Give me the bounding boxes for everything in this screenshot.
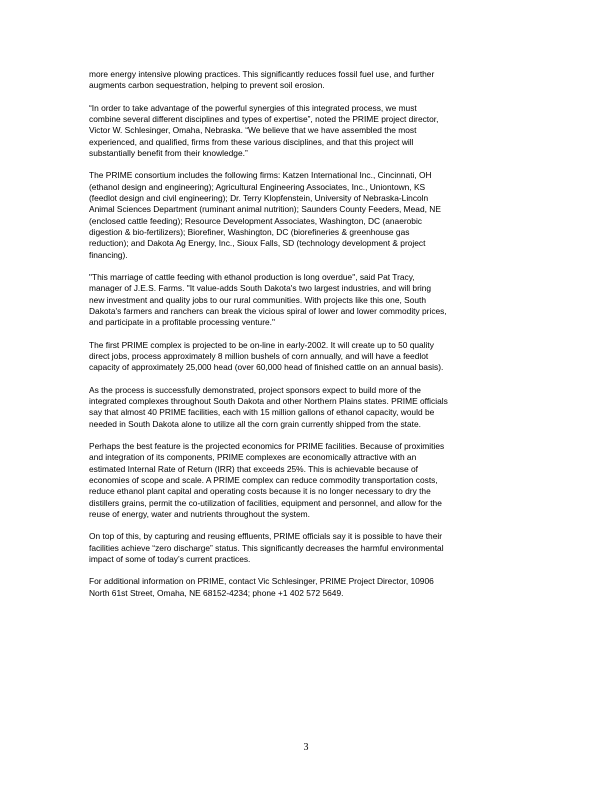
paragraph-economics: Perhaps the best feature is the projected economics for PRIME facilities. Because of proximities and integration of its components, PRIME complexes are economically attractive with an estimated Internal Rate of Return (IRR) that exceeds 25%. This is achievable because of economies of scope and scale. A PRIME complex can reduce commodity transportation costs, reduce ethanol plant capital and operating costs because it is no longer necessary to dry the distillers grains, permit the co-utilization of facilities, equipment and personnel, and allow for the reuse of energy, water and nutrients throughout the system.	[89, 441, 445, 519]
paragraph-director-quote: “In order to take advantage of the powerful synergies of this integrated process, we must combine several different disciplines and types of expertise”, noted the PRIME project director, Victor W. Schlesinger, Omaha, Nebraska. “We believe that we have assembled the most experienced, and qualified, firms from these various disciplines, and that this project will substantially benefit from their knowledge.”	[89, 102, 439, 158]
paragraph-first-complex: The first PRIME complex is projected to be on-line in early-2002. It will create up to 50 quality direct jobs, process approximately 8 million bushels of corn annually, and will have a feedlot capacity of approximately 25,000 head (over 60,000 head of finished cattle on an annual basis).	[89, 339, 444, 373]
page-number: 3	[303, 742, 309, 753]
paragraph-contact-info: For additional information on PRIME, contact Vic Schlesinger, PRIME Project Director, 10906 North 61st Street, Omaha, NE 68152-4234; phone +1 402 572 5649.	[89, 576, 434, 598]
paragraph-expansion: As the process is successfully demonstrated, project sponsors expect to build more of the integrated complexes throughout South Dakota and other Northern Plains states. PRIME officials say that almost 40 PRIME facilities, each with 15 million gallons of ethanol capacity, would be needed in South Dakota alone to utilize all the corn grain currently shipped from the state.	[89, 384, 448, 429]
paragraph-intro-continuation: more energy intensive plowing practices. This significantly reduces fossil fuel use, and further augments carbon sequestration, helping to prevent soil erosion.	[89, 69, 435, 91]
paragraph-tracy-quote: "This marriage of cattle feeding with ethanol production is long overdue", said Pat Tracy, manager of J.E.S. Farms. "It value-adds South Dakota's two largest industries, and will bring new investment and quality jobs to our rural communities. With projects like this one, South Dakota's farmers and ranchers can break the vicious spiral of lower and lower commodity prices, and participate in a profitable processing venture."	[89, 272, 447, 328]
paragraph-zero-discharge: On top of this, by capturing and reusing effluents, PRIME officials say it is possible to have their facilities achieve “zero discharge” status. This significantly decreases the harmful environmental impact of some of today’s current practices.	[89, 531, 444, 564]
paragraph-consortium-members: The PRIME consortium includes the following firms: Katzen International Inc., Cincinnati, OH (ethanol design and engineering); Agricultural Engineering Associates, Inc., Uniontown, KS (feedlot design and civil engineering); Dr. Terry Klopfenstein, University of Nebraska-Lincoln Animal Sciences Department (ruminant animal nutrition); Saunders County Feeders, Mead, NE (enclosed cattle feeding); Resource Development Associates, Washington, DC (anaerobic digestion & bio-fertilizers); Biorefiner, Washington, DC (biorefineries & greenhouse gas reduction); and Dakota Ag Energy, Inc., Sioux Falls, SD (technology development & project financing).	[89, 170, 441, 260]
body-text	[89, 69, 525, 610]
